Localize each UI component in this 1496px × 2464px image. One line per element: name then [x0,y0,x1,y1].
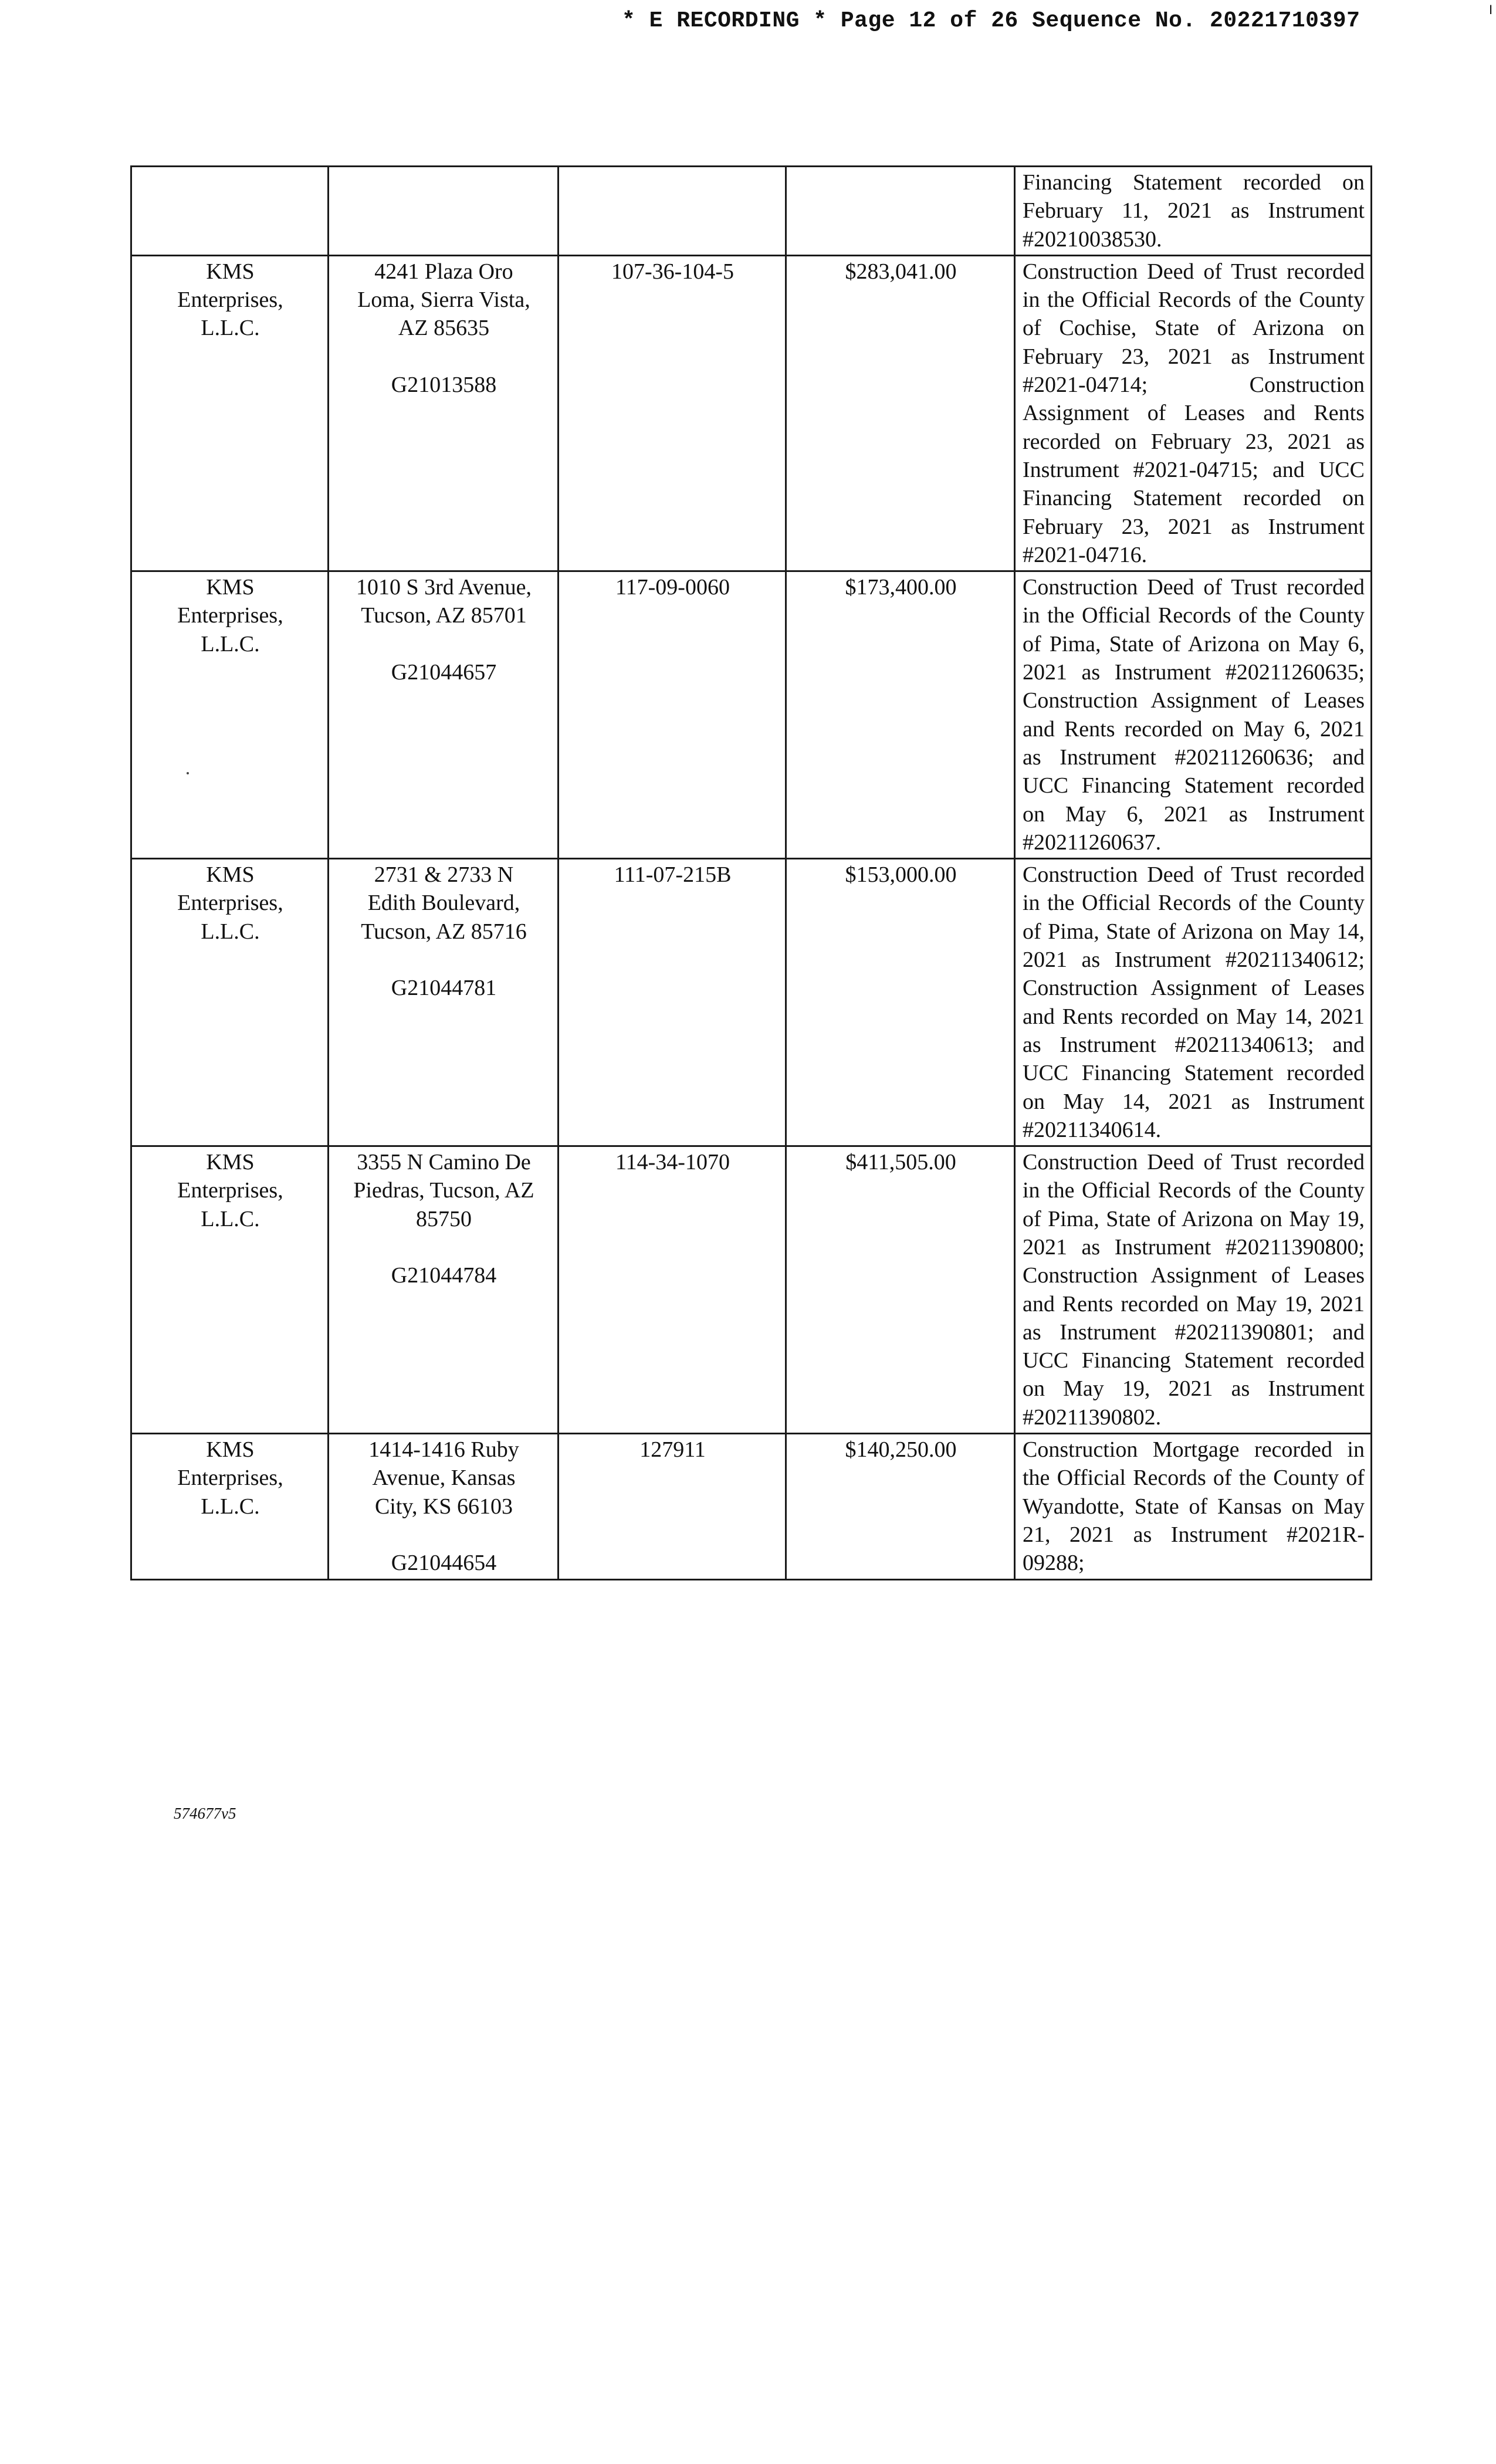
address-cell [329,1146,559,1434]
recording-description-cell: Construction Deed of Trust recorded in the Official Records of the County of Cochise, State of Arizona on February 23, 2021 as Instrument #2021-04714; Construction Assignment of Leases and Rents recorded on February 23, 2021 as Instrument #2021-04715; and UCC Financing Statement recorded on February 23, 2021 as Instrument #2021-04716. [1015,255,1372,571]
owner-line: KMS [206,575,255,600]
address-line: 2731 & 2733 N [374,862,514,888]
address-cell [329,859,559,1146]
edge-mark: I [1489,2,1493,17]
address-line: Piedras, Tucson, AZ [353,1178,534,1203]
permit-number: G21044781 [391,976,497,1001]
owner-line: Enterprises, [177,891,283,916]
permit-number: G21044657 [391,659,497,685]
parcel-number-cell: 117-09-0060 [559,571,786,859]
address-line: 1010 S 3rd Avenue, [356,575,532,600]
address-line: 4241 Plaza Oro [374,259,513,284]
address-line: 3355 N Camino De [357,1150,531,1175]
parcel-number-cell [559,167,786,256]
recording-description-cell: Construction Mortgage recorded in the Official Records of the County of Wyandotte, State of Kansas on May 21, 2021 as Instrument #2021R-09288; [1015,1434,1372,1579]
address-line: Tucson, AZ 85701 [361,603,527,628]
permit-number: G21044654 [391,1550,497,1575]
address-line: 85750 [416,1206,472,1231]
permit-number: G21013588 [391,372,497,397]
owner-line: Enterprises, [177,1178,283,1203]
owner-cell [131,255,329,571]
loan-amount-cell: $173,400.00 [786,571,1015,859]
address-cell [329,1434,559,1579]
recording-description-cell: Construction Deed of Trust recorded in the Official Records of the County of Pima, State of Arizona on May 6, 2021 as Instrument #20211260635; Construction Assignment of Leases and Rents recorded on May 6, 2021 as Instrument #20211260636; and UCC Financing Statement recorded on May 6, 2021 as Instrument #20211260637. [1015,571,1372,859]
permit-number: G21044784 [391,1263,497,1288]
address-line: Tucson, AZ 85716 [361,919,527,944]
owner-line: L.L.C. [201,1494,260,1519]
address-cell [329,255,559,571]
owner-cell [131,1146,329,1434]
parcel-number-cell: 114-34-1070 [559,1146,786,1434]
address-cell [329,571,559,859]
owner-cell [131,859,329,1146]
document-id: 574677v5 [174,1805,236,1822]
address-line: City, KS 66103 [374,1494,513,1519]
owner-cell [131,1434,329,1579]
address-line: Edith Boulevard, [367,891,520,916]
parcel-number-cell: 111-07-215B [559,859,786,1146]
owner-line: Enterprises, [177,603,283,628]
scan-speck [187,772,189,774]
loan-amount-cell: $140,250.00 [786,1434,1015,1579]
parcel-number-cell: 107-36-104-5 [559,255,786,571]
owner-line: KMS [206,1150,255,1175]
recording-description-cell: Construction Deed of Trust recorded in the Official Records of the County of Pima, State of Arizona on May 19, 2021 as Instrument #20211390800; Construction Assignment of Leases and Rents recorded on May 19, 2021 as Instrument #20211390801; and UCC Financing Statement recorded on May 19, 2021 as Instrument #20211390802. [1015,1146,1372,1434]
owner-line: Enterprises, [177,1465,283,1491]
owner-line: KMS [206,862,255,888]
owner-line: KMS [206,1437,255,1463]
address-line: AZ 85635 [398,316,490,341]
recording-description-cell: Financing Statement recorded on February 11, 2021 as Instrument #20210038530. [1015,167,1372,256]
table-row [131,167,1372,256]
parcel-number-cell: 127911 [559,1434,786,1579]
property-records-table [130,165,1372,1580]
owner-line: KMS [206,259,255,284]
table-row [131,859,1372,1146]
loan-amount-cell: $411,505.00 [786,1146,1015,1434]
recording-description-cell: Construction Deed of Trust recorded in the Official Records of the County of Pima, State of Arizona on May 14, 2021 as Instrument #20211340612; Construction Assignment of Leases and Rents recorded on May 14, 2021 as Instrument #20211340613; and UCC Financing Statement recorded on May 14, 2021 as Instrument #20211340614. [1015,859,1372,1146]
table-row [131,571,1372,859]
owner-line: L.L.C. [201,919,260,944]
loan-amount-cell: $153,000.00 [786,859,1015,1146]
loan-amount-cell: $283,041.00 [786,255,1015,571]
address-line: 1414-1416 Ruby [368,1437,519,1463]
owner-line: Enterprises, [177,287,283,313]
address-line: Loma, Sierra Vista, [357,287,530,313]
recording-header: * E RECORDING * Page 12 of 26 Sequence No. 20221710397 [622,8,1360,33]
owner-line: L.L.C. [201,631,260,656]
owner-line: L.L.C. [201,316,260,341]
table-row [131,1146,1372,1434]
owner-cell [131,571,329,859]
address-line: Avenue, Kansas [372,1465,516,1491]
table-row [131,255,1372,571]
owner-cell [131,167,329,256]
address-cell [329,167,559,256]
owner-line: L.L.C. [201,1206,260,1231]
loan-amount-cell [786,167,1015,256]
table-row [131,1434,1372,1579]
